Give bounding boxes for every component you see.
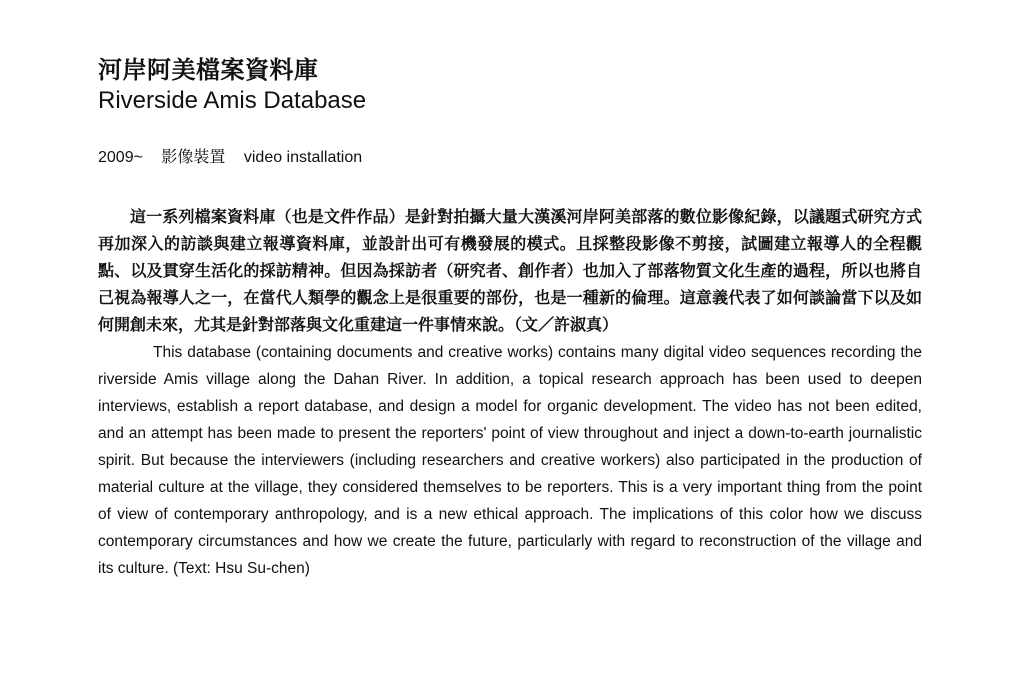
meta-line bbox=[98, 148, 922, 168]
description-chinese: 這一系列檔案資料庫（也是文件作品）是針對拍攝大量大漢溪河岸阿美部落的數位影像紀錄，以議題式研究方式再加深入的訪談與建立報導資料庫，並設計出可有機發展的模式。且採整段影像不剪接，試圖建立報導人的全程觀點、以及貫穿生活化的採訪精神。但因為採訪者（研究者、創作者）也加入了部落物質文化生產的過程，所以也將自己視為報導人之一，在當代人類學的觀念上是很重要的部份，也是一種新的倫理。這意義代表了如何談論當下以及如何開創未來，尤其是針對部落與文化重建這一件事情來說。（文／許淑真） bbox=[98, 209, 922, 334]
type-english-label: video installation bbox=[243, 149, 363, 166]
year-label: 2009~ bbox=[98, 149, 143, 166]
description-english: This database (containing documents and creative works) contains many digital video sequences recording the riverside Amis village along the Dahan River. In addition, a topical research approach has been used to deepen interviews, establish a report database, and design a model for organic development. The video has not been edited, and an attempt has been made to present the reporters' point of view throughout and inject a down-to-earth journalistic spirit. But because the interviewers (including researchers and creative workers) also participated in the production of material culture at the village, they considered themselves to be reporters. This is a very important thing from the point of view of contemporary anthropology, and is a new ethical approach. The implications of this color how we discuss contemporary circumstances and how we create the future, particularly with regard to reconstruction of the village and its culture. (Text: Hsu Su-chen) bbox=[98, 344, 922, 577]
title-chinese: 河岸阿美檔案資料庫 bbox=[98, 57, 319, 84]
title-english: Riverside Amis Database bbox=[98, 87, 367, 114]
document-page bbox=[98, 56, 922, 582]
type-chinese-label: 影像裝置 bbox=[161, 149, 226, 166]
